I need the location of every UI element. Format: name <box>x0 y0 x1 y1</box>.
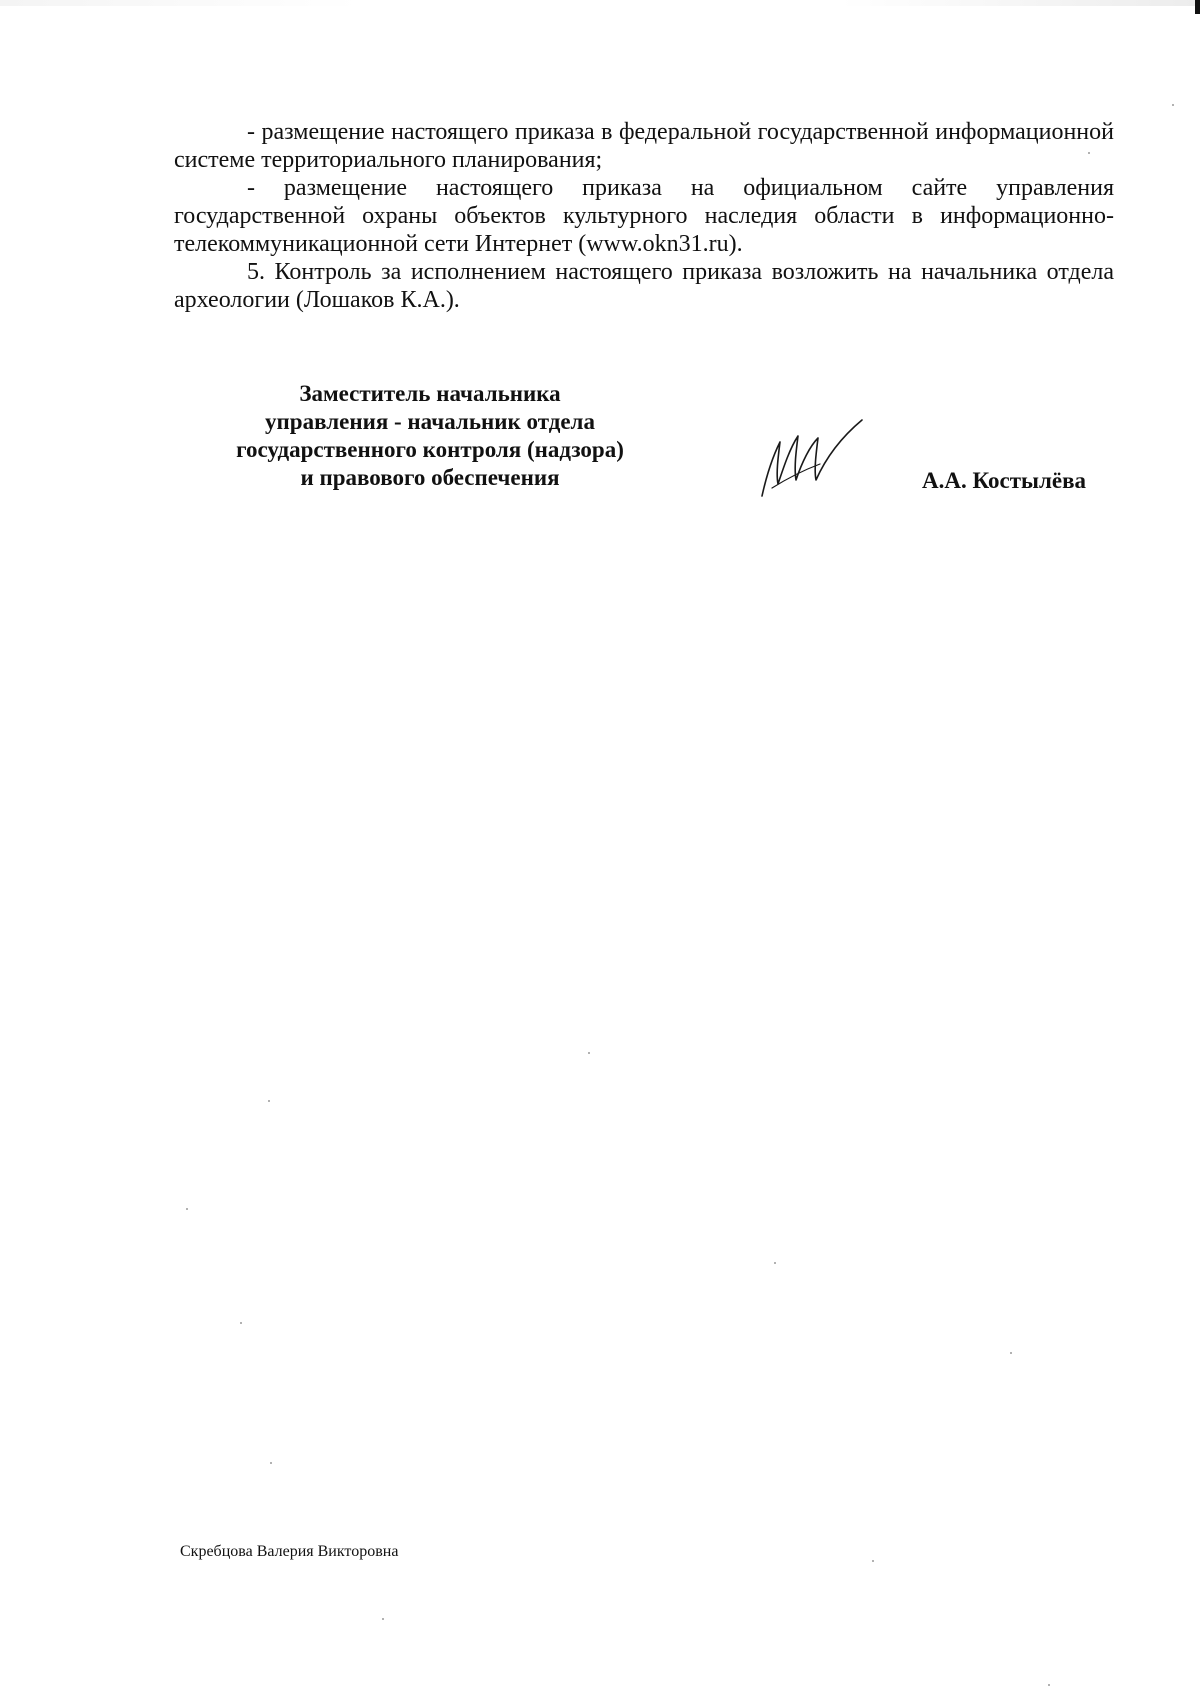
scan-speck <box>1088 152 1090 154</box>
paragraph-website-placement: - размещение настоящего приказа на официальном сайте управления государственной охраны объектов культурного наследия области в информационно-телекоммуникационной сети Интернет (www.okn31.ru). <box>174 175 1114 257</box>
scan-speck <box>270 1462 272 1464</box>
scan-speck <box>1172 104 1174 106</box>
document-body <box>174 118 1114 314</box>
scan-speck <box>872 1560 874 1562</box>
scan-speck <box>268 1100 270 1102</box>
scan-speck <box>1048 1684 1050 1686</box>
scan-speck <box>186 1208 188 1210</box>
executor-name: Скребцова Валерия Викторовна <box>180 1543 399 1560</box>
position-line: государственного контроля (надзора) <box>236 437 624 462</box>
scan-speck <box>774 1262 776 1264</box>
paragraph-fgis-placement: - размещение настоящего приказа в федеральной государственной информационной системе территориального планирования; <box>174 119 1114 173</box>
signer-name: А.А. Костылёва <box>922 468 1086 493</box>
position-line: управления - начальник отдела <box>265 409 595 434</box>
scan-speck <box>382 1618 384 1620</box>
handwritten-signature-icon <box>758 418 868 500</box>
scan-speck <box>1010 1352 1012 1354</box>
scan-speck <box>588 1052 590 1054</box>
position-line: Заместитель начальника <box>299 381 561 406</box>
position-line: и правового обеспечения <box>300 465 560 490</box>
scan-top-edge <box>0 0 1200 6</box>
scan-corner-mark <box>1195 0 1200 14</box>
scan-speck <box>240 1322 242 1324</box>
signatory-position <box>200 380 660 492</box>
paragraph-control-clause: 5. Контроль за исполнением настоящего приказа возложить на начальника отдела археологии (Лошаков К.А.). <box>174 259 1114 313</box>
